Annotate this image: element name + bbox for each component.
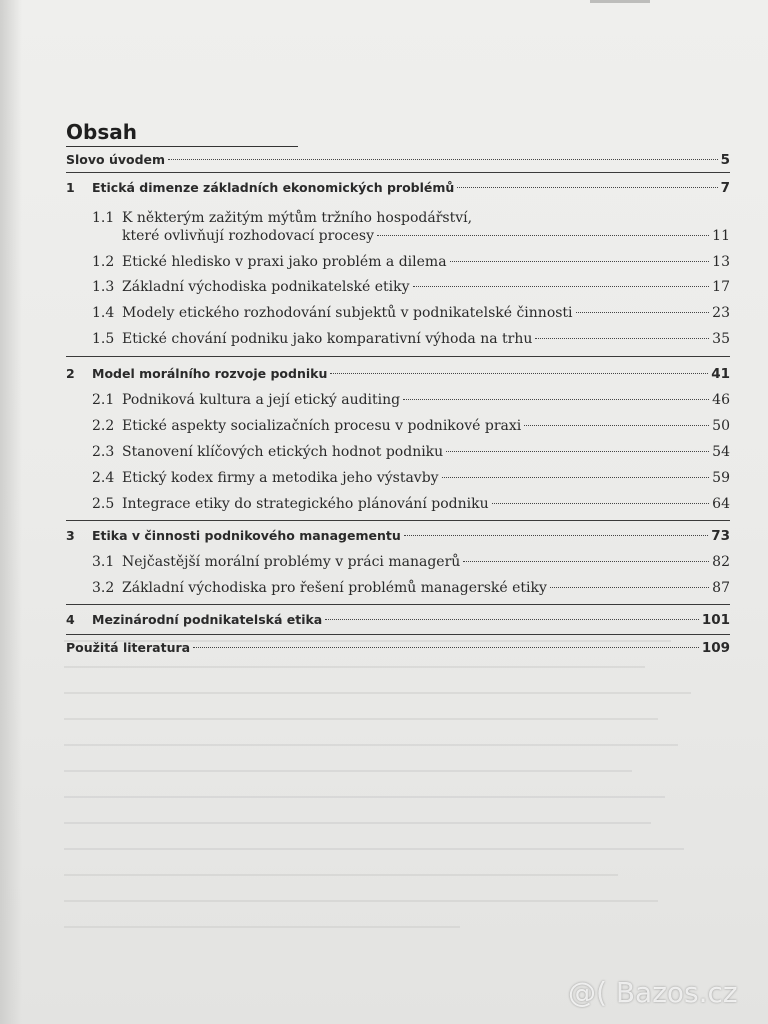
leader-dots <box>413 286 710 287</box>
toc-section-1-1[interactable] <box>66 228 730 244</box>
section-number: 3.1 <box>92 554 115 570</box>
divider <box>66 604 730 605</box>
section-number: 2.2 <box>92 418 115 434</box>
toc-section-2-5[interactable] <box>66 496 730 512</box>
section-page: 54 <box>712 444 730 460</box>
toc-chapter-1[interactable] <box>66 180 730 196</box>
section-title: Etické aspekty socializačních procesu v podnikové praxi <box>122 418 522 434</box>
section-page: 11 <box>712 228 730 244</box>
section-page: 35 <box>712 331 730 347</box>
chapter-page: 7 <box>720 180 730 196</box>
section-title: Integrace etiky do strategického plánování podniku <box>122 496 489 512</box>
leader-dots <box>524 425 709 426</box>
section-title: Základní východiska podnikatelské etiky <box>122 279 410 295</box>
leader-dots <box>403 399 709 400</box>
divider <box>66 172 730 173</box>
leader-dots <box>377 235 709 236</box>
toc-section-1-2[interactable] <box>66 254 730 270</box>
section-title: Podniková kultura a její etický auditing <box>122 392 401 408</box>
section-page: 23 <box>712 305 730 321</box>
leader-dots <box>325 619 699 620</box>
divider <box>66 634 730 635</box>
toc-section-2-1[interactable] <box>66 392 730 408</box>
section-title: které ovlivňují rozhodovací procesy <box>122 228 374 244</box>
leader-dots <box>457 187 717 188</box>
section-title: Etický kodex firmy a metodika jeho výstavby <box>122 470 439 486</box>
toc-chapter-3[interactable] <box>66 528 730 544</box>
leader-dots <box>404 535 708 536</box>
chapter-page: 73 <box>711 528 730 544</box>
leader-dots <box>446 451 709 452</box>
section-page: 59 <box>712 470 730 486</box>
page-gutter-shadow <box>0 0 22 1024</box>
page-edge-mark <box>590 0 650 3</box>
section-title: Modely etického rozhodování subjektů v podnikatelské činnosti <box>122 305 573 321</box>
section-number: 2.4 <box>92 470 115 486</box>
title-underline <box>66 146 298 147</box>
toc-section-1-3[interactable] <box>66 279 730 295</box>
toc-section-2-3[interactable] <box>66 444 730 460</box>
section-number: 2.3 <box>92 444 115 460</box>
show-through-text <box>64 640 724 970</box>
leader-dots <box>492 503 710 504</box>
toc-bibliography-page: 109 <box>701 640 730 656</box>
chapter-number: 1 <box>66 180 75 195</box>
section-number: 1.4 <box>92 305 115 321</box>
section-title: Stanovení klíčových etických hodnot podniku <box>122 444 444 460</box>
chapter-page: 101 <box>701 612 730 628</box>
chapter-title: Mezinárodní podnikatelská etika <box>92 612 323 627</box>
toc-foreword[interactable] <box>66 152 730 168</box>
section-page: 87 <box>712 580 730 596</box>
leader-dots <box>576 312 710 313</box>
leader-dots <box>442 477 710 478</box>
leader-dots <box>168 159 718 160</box>
chapter-title: Etika v činnosti podnikového managementu <box>92 528 401 543</box>
section-number: 2.5 <box>92 496 115 512</box>
section-number: 3.2 <box>92 580 115 596</box>
section-page: 64 <box>712 496 730 512</box>
chapter-title: Etická dimenze základních ekonomických problémů <box>92 180 455 195</box>
toc-section-3-1[interactable] <box>66 554 730 570</box>
section-number: 1.2 <box>92 254 115 270</box>
leader-dots <box>535 338 709 339</box>
divider <box>66 520 730 521</box>
toc-chapter-2[interactable] <box>66 366 730 382</box>
section-number: 1.3 <box>92 279 115 295</box>
section-number: 1.1 <box>92 210 115 226</box>
toc-chapter-4[interactable] <box>66 612 730 628</box>
section-page: 13 <box>712 254 730 270</box>
toc-foreword-page: 5 <box>720 152 730 168</box>
section-number: 1.5 <box>92 331 115 347</box>
leader-dots <box>463 561 709 562</box>
toc-bibliography[interactable] <box>66 640 730 656</box>
divider <box>66 356 730 357</box>
chapter-number: 3 <box>66 528 75 543</box>
section-title: Nejčastější morální problémy v práci managerů <box>122 554 461 570</box>
chapter-page: 41 <box>711 366 730 382</box>
toc-section-2-2[interactable] <box>66 418 730 434</box>
section-page: 17 <box>712 279 730 295</box>
section-1-1-first-line <box>92 210 473 226</box>
leader-dots <box>550 587 709 588</box>
toc-section-2-4[interactable] <box>66 470 730 486</box>
toc-section-1-4[interactable] <box>66 305 730 321</box>
leader-dots <box>193 647 699 648</box>
section-page: 46 <box>712 392 730 408</box>
section-page: 82 <box>712 554 730 570</box>
section-number: 2.1 <box>92 392 115 408</box>
page-title: Obsah <box>66 120 137 144</box>
section-title: Základní východiska pro řešení problémů managerské etiky <box>122 580 547 596</box>
toc-section-1-5[interactable] <box>66 331 730 347</box>
section-title: Etické chování podniku jako komparativní výhoda na trhu <box>122 331 533 347</box>
section-page: 50 <box>712 418 730 434</box>
toc-foreword-label: Slovo úvodem <box>66 152 166 167</box>
section-title-line1: K některým zažitým mýtům tržního hospodářství, <box>122 210 473 226</box>
toc-section-3-2[interactable] <box>66 580 730 596</box>
watermark: @( Bazos.cz <box>568 976 738 1009</box>
leader-dots <box>330 373 708 374</box>
toc-bibliography-label: Použitá literatura <box>66 640 191 655</box>
chapter-number: 4 <box>66 612 75 627</box>
section-title: Etické hledisko v praxi jako problém a dilema <box>122 254 447 270</box>
chapter-number: 2 <box>66 366 75 381</box>
leader-dots <box>450 261 710 262</box>
chapter-title: Model morálního rozvoje podniku <box>92 366 328 381</box>
